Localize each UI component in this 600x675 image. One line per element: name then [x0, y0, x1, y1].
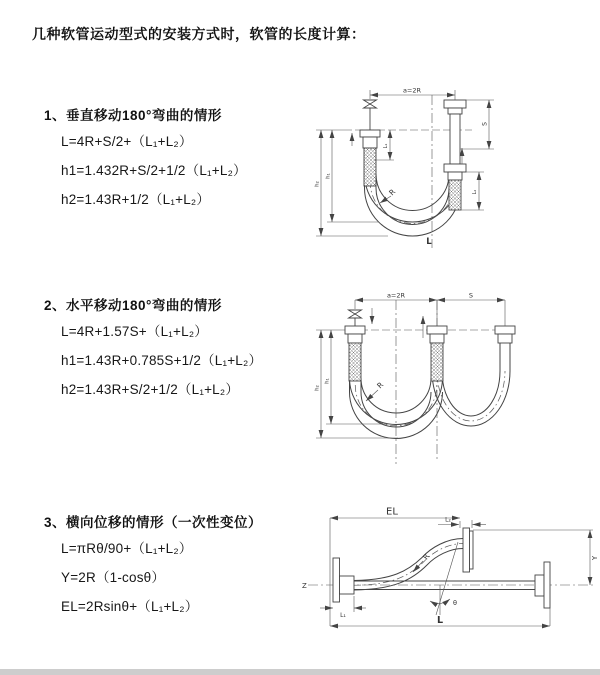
centerlines [338, 300, 515, 464]
page-title: 几种软管运动型式的安装方式时，软管的长度计算： [32, 26, 366, 42]
dim-label-a2r: a=2R [386, 291, 406, 300]
left-flange [333, 558, 354, 602]
formula-line: Y=2R（1-cosθ） [61, 570, 166, 585]
hose-u-bend [365, 174, 461, 236]
formula-line: L=4R+1.57S+（L₁+L₂） [61, 324, 208, 339]
diagram-vertical-bend-drawing [308, 76, 528, 256]
valve-icon [349, 310, 362, 318]
right-fitting [444, 100, 466, 210]
dimension-lines [320, 518, 593, 626]
radius-label: R [375, 380, 386, 391]
formula-line: h1=1.432R+S/2+1/2（L₁+L₂） [61, 163, 247, 178]
radius-label: R [387, 187, 398, 198]
radius-label: R [421, 552, 432, 562]
middle-fitting [427, 326, 447, 381]
dimension-lines [316, 300, 505, 438]
formula-line: EL=2Rsinθ+（L₁+L₂） [61, 599, 199, 614]
length-label: L [426, 237, 432, 247]
dim-label-h2: h₂ [314, 181, 321, 187]
section-lateral-displacement [44, 511, 262, 621]
dim-label-l1: L₁ [340, 612, 346, 619]
dim-label-l2: L₂ [445, 516, 451, 524]
dim-label-h2: h₂ [314, 385, 321, 391]
angle-label: θ [453, 599, 457, 607]
left-fitting [345, 318, 365, 381]
diagram-vertical-bend [308, 76, 528, 256]
formula-line: h2=1.43R+1/2（L₁+L₂） [61, 192, 211, 207]
formula-line: L=4R+S/2+（L₁+L₂） [61, 134, 193, 149]
diagram-lateral-displacement [300, 500, 600, 645]
dim-label-el: EL [386, 506, 398, 518]
diagram-horizontal-bend-drawing [308, 286, 528, 471]
hose-centerline-arc [370, 181, 455, 224]
hose-u-bend-moved [432, 343, 510, 426]
dim-label-l: L [436, 615, 444, 626]
dim-label-a2r: a=2R [402, 86, 422, 95]
left-fitting [360, 108, 380, 186]
dim-label-l2: L₂ [472, 189, 478, 195]
valve-icon [364, 100, 377, 108]
dim-label-h1: h₁ [324, 378, 331, 384]
dim-label-y: Y [591, 555, 599, 561]
upper-right-flange [463, 528, 473, 572]
diagram-horizontal-bend [308, 286, 528, 471]
diagram-lateral-displacement-drawing [300, 500, 600, 645]
dim-label-l1: L₁ [383, 143, 389, 149]
dimension-lines [316, 90, 494, 236]
axis-label: Z [302, 582, 307, 590]
dim-label-s: S [481, 122, 489, 126]
section-horizontal-movement [44, 294, 262, 404]
right-fitting [495, 326, 515, 343]
right-flange [535, 562, 550, 608]
section-1-heading: 1、垂直移动180°弯曲的情形 [44, 108, 222, 123]
section-2-heading: 2、水平移动180°弯曲的情形 [44, 298, 222, 313]
section-3-heading: 3、横向位移的情形（一次性变位） [44, 515, 263, 530]
scan-page-edge [0, 669, 600, 675]
formula-line: h2=1.43R+S/2+1/2（L₁+L₂） [61, 382, 240, 397]
formula-line: L=πRθ/90+（L₁+L₂） [61, 541, 193, 556]
section-vertical-movement [44, 104, 247, 214]
dim-label-h1: h₁ [325, 173, 332, 179]
formula-line: h1=1.43R+0.785S+1/2（L₁+L₂） [61, 353, 263, 368]
dim-label-s: S [468, 291, 474, 300]
